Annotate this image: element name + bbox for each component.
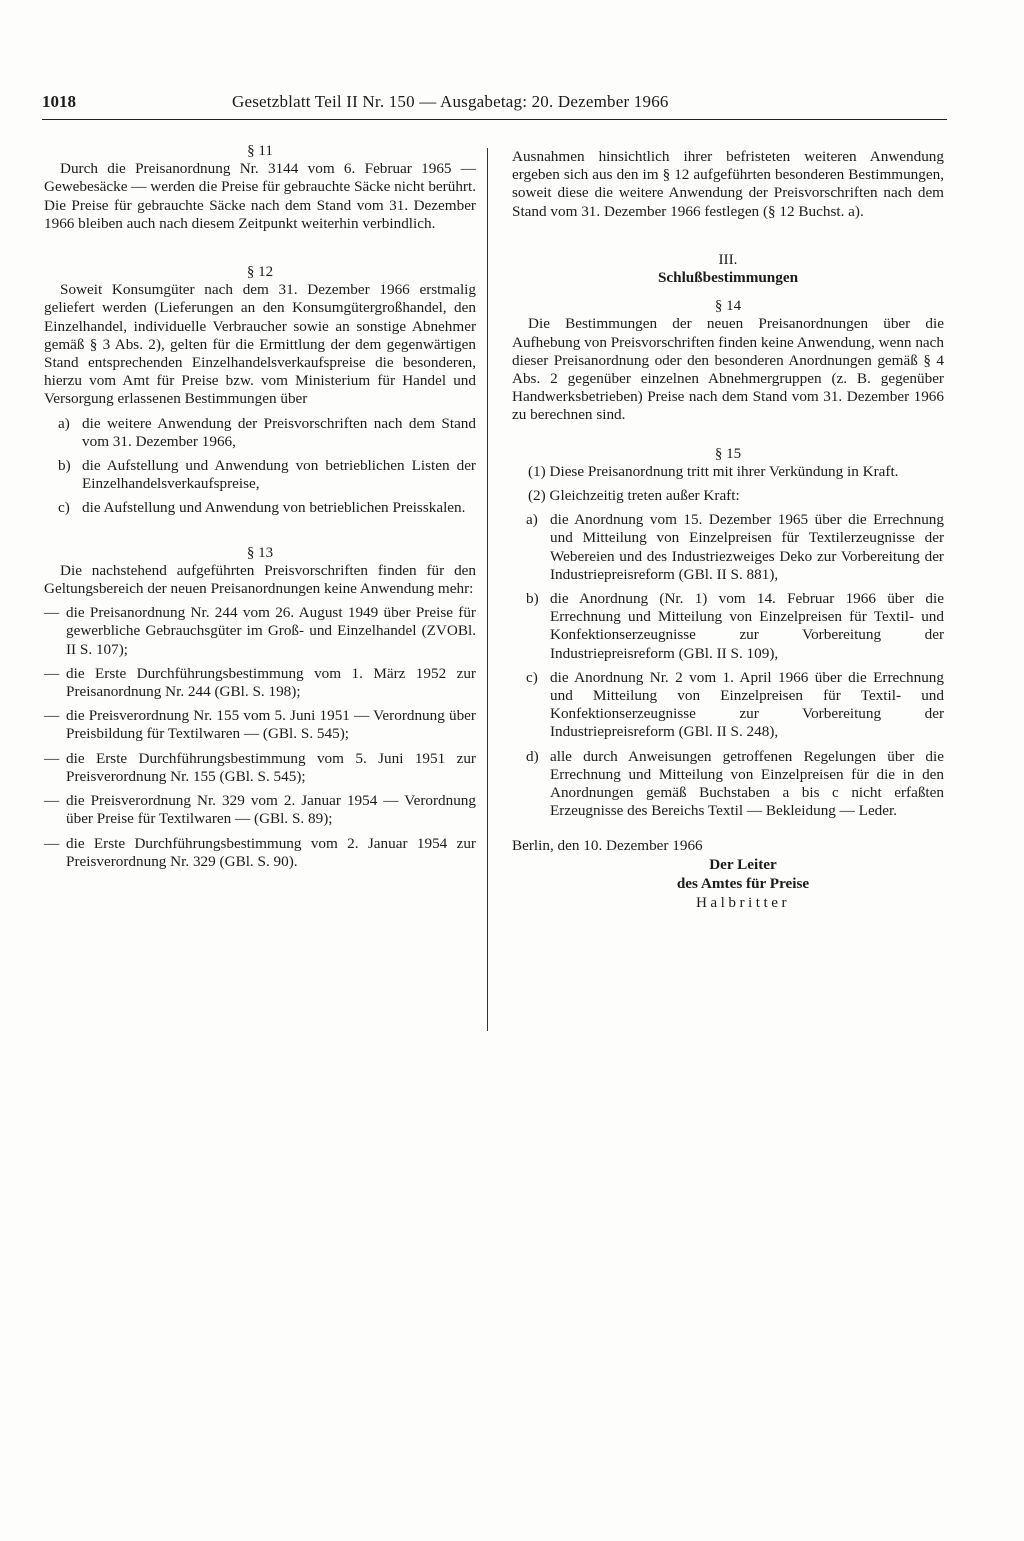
item-label: b): [58, 457, 71, 475]
item-text: die Anordnung Nr. 2 vom 1. April 1966 über die Errechnung und Mitteilung von Einzelpreisen für Textil- und Konfektionserzeugnisse zur Vorbereitung der Industriepreisreform (GBl. II S. 248),: [550, 668, 944, 741]
item-text: die Erste Durchführungsbestimmung vom 2. Januar 1954 zur Preisverordnung Nr. 329 (GBl. S. 90).: [66, 834, 476, 870]
signature-line-1: Der Leiter: [709, 855, 777, 873]
item-text: die Anordnung vom 15. Dezember 1965 über die Errechnung und Mitteilung von Einzelpreisen für Textilerzeugnisse der Webereien und des Industriezweiges Deko zur Vorbereitung der Industriepreisreform (GBl. II S. 881),: [550, 511, 944, 583]
section-11-heading: § 11: [247, 143, 273, 159]
list-item: [526, 669, 944, 742]
section-15-paragraph-2: (2) Gleichzeitig treten außer Kraft:: [528, 487, 740, 505]
page-header: [42, 91, 947, 115]
header-title: Gesetzblatt Teil II Nr. 150 — Ausgabetag: 20. Dezember 1966: [232, 92, 669, 111]
item-label: c): [58, 499, 70, 517]
item-text: die weitere Anwendung der Preisvorschriften nach dem Stand vom 31. Dezember 1966,: [82, 414, 476, 450]
section-11-text: Durch die Preisanordnung Nr. 3144 vom 6. Februar 1965 — Gewebesäcke — werden die Preise für gebrauchte Säcke nicht berührt. Die Preise für gebrauchte Säcke nach dem Stand vom 31. Dezember 1966 bleiben auch nach diesem Zeitpunkt weiterhin verbindlich.: [44, 160, 476, 232]
item-text: die Aufstellung und Anwendung von betrieblichen Preisskalen.: [82, 499, 466, 517]
list-item: [44, 835, 476, 871]
item-text: die Anordnung (Nr. 1) vom 14. Februar 1966 über die Errechnung und Mitteilung von Einzelpreisen für Textil- und Konfektionserzeugnisse zur Vorbereitung der Industriepreisreform (GBl. II S. 109),: [550, 590, 944, 662]
dash-label: —: [44, 604, 60, 622]
list-item: [44, 665, 476, 701]
signature-line-2: des Amtes für Preise: [676, 874, 810, 892]
item-text: die Erste Durchführungsbestimmung vom 1. März 1952 zur Preisanordnung Nr. 244 (GBl. S. 198);: [66, 664, 476, 701]
item-text: die Erste Durchführungsbestimmung vom 5. Juni 1951 zur Preisverordnung Nr. 155 (GBl. S. 545);: [66, 749, 476, 785]
section-13-heading: § 13: [246, 544, 274, 561]
column-divider: [487, 148, 488, 1031]
item-label: a): [526, 511, 538, 529]
list-item: [526, 748, 944, 821]
item-label: b): [526, 590, 539, 608]
list-item: [526, 511, 944, 584]
item-label: a): [58, 414, 70, 432]
item-text: die Preisverordnung Nr. 329 vom 2. Januar 1954 — Verordnung über Preise für Textilwaren — (GBl. S. 89);: [66, 792, 476, 828]
page-number: 1018: [42, 92, 76, 111]
dash-label: —: [44, 792, 60, 810]
dash-label: —: [44, 834, 60, 852]
list-item: [58, 499, 476, 517]
list-item: [44, 750, 476, 786]
section-15-paragraph-1: (1) Diese Preisanordnung tritt mit ihrer Verkündung in Kraft.: [528, 462, 899, 480]
dash-label: —: [44, 707, 60, 725]
item-text: die Aufstellung und Anwendung von betrieblichen Listen der Einzelhandelsverkaufspreise,: [82, 457, 476, 493]
signature-name: Halbritter: [695, 893, 791, 911]
dash-label: —: [44, 749, 60, 767]
section-12-text: Soweit Konsumgüter nach dem 31. Dezember 1966 erstmalig geliefert werden (Lieferungen an den Konsumgütergroßhandel, den Einzelhandel, individuelle Verbraucher sowie an sonstige Abnehmer gemäß § 3 Abs. 2), gelten für die Ermittlung der dem gegenwärtigen Stand entsprechenden Einzelhandelsverkaufspreise die besonderen, hierzu vom Amt für Preise bzw. vom Ministerium für Handel und Versorgung erlassenen Bestimmungen über: [44, 281, 476, 408]
chapter-number: III.: [718, 250, 738, 268]
item-label: d): [526, 747, 539, 765]
list-item: [44, 707, 476, 743]
section-13-text: Die nachstehend aufgeführten Preisvorschriften finden für den Geltungsbereich der neuen Preisanordnungen keine Anwendung mehr:: [44, 561, 476, 598]
list-item: [58, 415, 476, 451]
list-item: [44, 604, 476, 659]
chapter-title: Schlußbestimmungen: [657, 269, 799, 287]
header-rule: [42, 119, 947, 120]
item-label: c): [526, 668, 538, 686]
left-column: [44, 142, 476, 877]
section-14-text: Die Bestimmungen der neuen Preisanordnungen über die Aufhebung von Preisvorschriften finden keine Anwendung, wenn nach dieser Preisanordnung oder den besonderen Anordnungen gemäß § 4 Abs. 2 gegenüber einzelnen Abnehmergruppen (z. B. gegenüber Handwerksbetrieben) Preise nach dem Stand vom 31. Dezember 1966 zu berechnen sind.: [512, 315, 944, 424]
item-text: die Preisverordnung Nr. 155 vom 5. Juni 1951 — Verordnung über Preisbildung für Textilwaren — (GBl. S. 545);: [66, 707, 476, 743]
list-item: [526, 590, 944, 663]
dash-label: —: [44, 664, 60, 682]
section-12-heading: § 12: [246, 264, 274, 281]
signature-block: [542, 855, 944, 912]
item-text: alle durch Anweisungen getroffenen Regelungen über die Errechnung und Mitteilung von Einzelpreisen für die in den Anordnungen gemäß Buchstaben a bis c nicht erfaßten Erzeugnisse des Bereichs Textil — Bekleidung — Leder.: [550, 747, 944, 820]
list-item: [58, 457, 476, 493]
right-column: [512, 148, 944, 912]
continuation-text: Ausnahmen hinsichtlich ihrer befristeten weiteren Anwendung ergeben sich aus den im § 12 aufgeführten besonderen Bestimmungen, soweit diese die weitere Anwendung der Preisvorschriften nach dem Stand vom 31. Dezember 1966 festlegen (§ 12 Buchst. a).: [512, 148, 944, 220]
item-text: die Preisanordnung Nr. 244 vom 26. August 1949 über Preise für gewerbliche Gebrauchsgüter im Groß- und Einzelhandel (ZVOBl. II S. 107);: [66, 604, 476, 658]
list-item: [44, 792, 476, 828]
place-date: Berlin, den 10. Dezember 1966: [512, 836, 703, 854]
section-15-heading: § 15: [714, 445, 742, 462]
section-14-heading: § 14: [714, 298, 742, 315]
